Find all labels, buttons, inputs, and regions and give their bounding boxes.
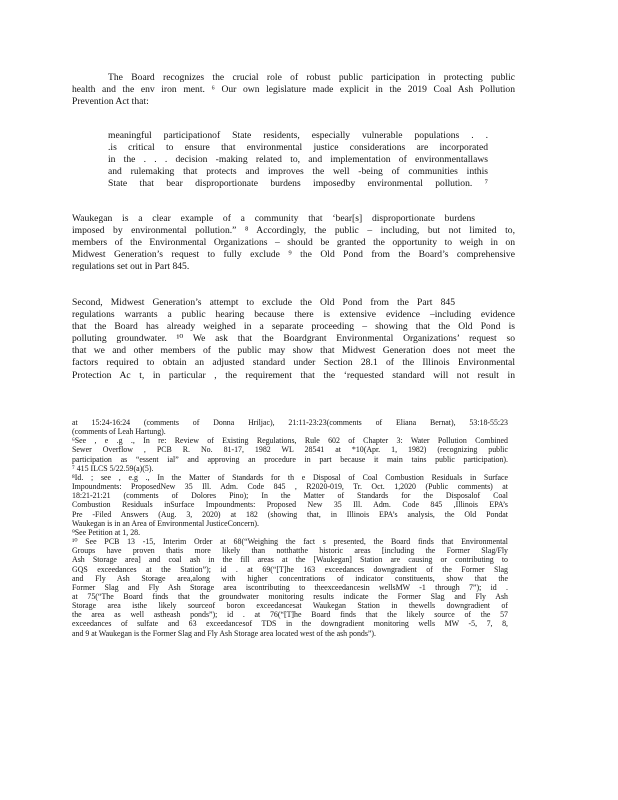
paragraph-waukegan — [72, 213, 515, 273]
footnote-line: participation as “essent ial” and approving an procedure in part because it main tains public participation). — [72, 454, 508, 464]
text-line: regulations set out in Part 845. — [72, 261, 190, 273]
paragraph-public-participation — [72, 72, 515, 108]
footnote-line: Impoundments: ProposedNew 35 Ill. Adm. Code 845 , R2020-019, Tr. Oct. 1,2020 (Public comments) at — [72, 482, 508, 492]
paragraph-second-argument — [72, 297, 515, 382]
text-line: The Board recognizes the crucial role of robust public participation in protecting public — [108, 72, 515, 83]
text-line: regulations warrants a public hearing because there is extensive evidence –including evidence — [72, 309, 515, 321]
text-line: health and the env iron ment. ⁶ Our own legislature made explicit in the 2019 Coal Ash Pollution — [72, 84, 515, 96]
footnote-line: Sewer Overflow , PCB R. No. 81-17, 1982 WL 28541 at *10(Apr. 1, 1982) (recognizing public — [72, 445, 508, 455]
footnote-line: Combustion Residuals inSurface Impoundments: Proposed New 35 Ill. Adm. Code 845 ,Illinois EPA’s — [72, 500, 508, 510]
footnote-line: and 9 at Waukegan is the Former Slag and Fly Ash Storage area located west of the ash ponds”). — [72, 628, 377, 638]
text-line: that the Board has already weighed in a separate proceeding – showing that the Old Pond is — [72, 321, 515, 333]
footnote-line: GQS exceedances at the Station”); id . at 69(“[T]he 163 exceedances downgradient of the Former Slag — [72, 564, 508, 574]
footnote-line: at 75(“The Board finds that the groundwater monitoring results indicate the Former Slag and Fly Ash — [72, 591, 508, 601]
footnotes — [72, 418, 508, 638]
text-line: State that bear disproportionate burdens imposedby environmental pollution. ⁷ — [108, 178, 488, 190]
footnote-line: ⁸Id. ; see , e.g ., In the Matter of Standards for th e Disposal of Coal Combustion Residuals in Surface — [72, 472, 508, 482]
text-line: Waukegan is a clear example of a community that ‘bear[s] disproportionate burdens — [72, 213, 475, 224]
text-line: .is critical to ensure that environmental justice considerations are incorporated — [108, 142, 488, 154]
text-line: polluting groundwater. ¹⁰ We ask that the Boardgrant Environmental Organizations’ request so — [72, 333, 515, 345]
footnote-line: ⁷ 415 ILCS 5/22.59(a)(5). — [72, 463, 154, 473]
footnote-line: Pre -Filed Answers (Aug. 3, 2020) at 182 (showing that, in Illinois EPA’s analysis, the Old Pondat — [72, 509, 508, 519]
text-line: and rulemaking that protects and improves the well -being of communities inthis — [108, 166, 488, 178]
footnote-line: the area as well astheash ponds”); id . at 76(“[T]he Board finds that the likely source of the 57 — [72, 610, 508, 620]
text-line: Midwest Generation’s request to fully exclude ⁹ the Old Pond from the Board’s comprehensive — [72, 249, 515, 261]
footnote-line: Groups have proven thatis more likely than notthatthe historic areas [including the Former Slag/Fly — [72, 546, 508, 556]
footnote-line: 18:21-21:21 (comments of Dolores Pino); In the Matter of Standards for the Disposalof Coal — [72, 491, 508, 501]
text-line: factors required to obtain an adjusted standard under Section 28.1 of the Illinois Environmental — [72, 357, 515, 369]
footnote-line: Ash Storage area] and coal ash in the fill areas at the [Waukegan] Station are causing or contributing to — [72, 555, 508, 565]
footnote-line: at 15:24-16:24 (comments of Donna Hriljac), 21:11-23:23(comments of Eliana Bernat), 53:18-55:23 — [72, 418, 508, 427]
text-line: Protection Ac t, in particular , the requirement that the ‘requested standard will not result in — [72, 369, 515, 381]
text-line: in the . . . decision -making related to, and implementation of environmentallaws — [108, 154, 488, 166]
footnote-line: Storage area isthe likely sourceof boron exceedancesat Waukegan Station in thewells downgradient of — [72, 601, 508, 611]
text-line: members of the Environmental Organizations – should be granted the opportunity to weigh in on — [72, 237, 515, 249]
text-line: imposed by environmental pollution.” ⁸ Accordingly, the public – including, but not limited to, — [72, 225, 515, 237]
footnote-line: ⁶See , e .g ., In re: Review of Existing Regulations, Rule 602 of Chapter 3: Water Pollution Combined — [72, 436, 508, 446]
footnote-line: ⁹See Petition at 1, 28. — [72, 527, 141, 537]
block-quote — [108, 130, 488, 190]
footnote-line: and Fly Ash Storage area,along with higher concentrations of indicator constituents, show that the — [72, 573, 508, 583]
footnote-line: (comments of Leah Hartung). — [72, 427, 166, 437]
text-line: Prevention Act that: — [72, 96, 149, 108]
text-line: meaningful participationof State residents, especially vulnerable populations . . — [108, 130, 488, 141]
footnote-line: exceedances of sulfate and 63 exceedancesof TDS in the downgradient monitoring wells MW -5, 7, 8, — [72, 619, 508, 629]
text-line: Second, Midwest Generation’s attempt to exclude the Old Pond from the Part 845 — [72, 297, 455, 308]
footnote-line: Former Slag and Fly Ash Storage area iscontributing to theexceedancesin wellsMW -1 through 7”); id . — [72, 582, 508, 592]
footnote-line: Waukegan is in an Area of Environmental JusticeConcern). — [72, 518, 259, 528]
footnote-line: ¹⁰ See PCB 13 -15, Interim Order at 68(“Weighing the fact s presented, the Board finds that Environmental — [72, 537, 508, 547]
text-line: that we and other members of the public may show that Midwest Generation does not meet the — [72, 345, 515, 357]
